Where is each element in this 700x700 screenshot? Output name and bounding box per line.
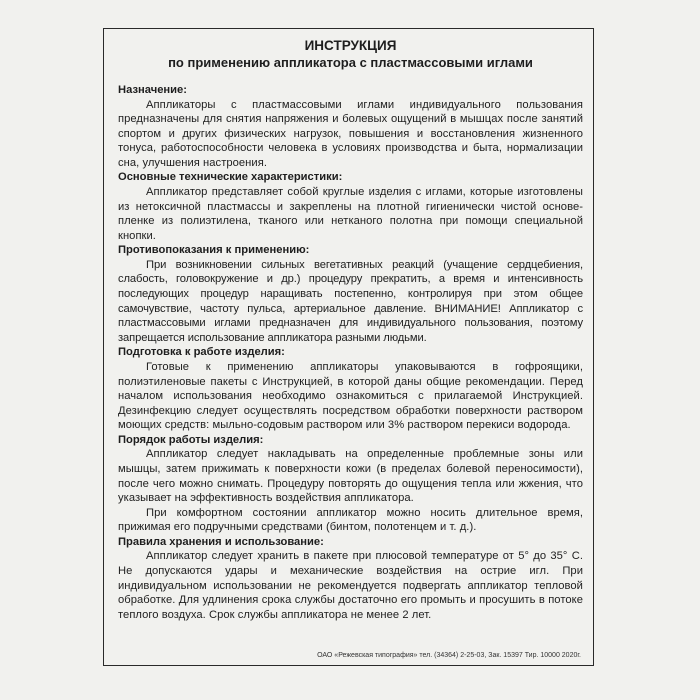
document-title: ИНСТРУКЦИЯ <box>304 38 397 53</box>
section-heading-preparation: Подготовка к работе изделия: <box>118 346 285 359</box>
section-heading-procedure: Порядок работы изделия: <box>118 433 264 446</box>
document-subtitle: по применению аппликатора с пластмассовыми иглами <box>168 55 533 70</box>
section-paragraph: Готовые к применению аппликаторы упаковываются в гофроящики, полиэтиленовые пакеты с Инструкцией, в которой даны общие рекомендации. Перед началом использования необходимо ознакомиться с прилагаемой Инструкцией. Дезинфекцию следует осуществлять посредством обработки поверхности раствором моющих средств: мыльно-содовым раствором или 3% раствором перекиси водорода. <box>118 360 583 432</box>
instruction-frame <box>103 28 594 666</box>
section-heading-storage: Правила хранения и использование: <box>118 535 324 548</box>
section-paragraph: При возникновении сильных вегетативных реакций (учащение сердцебиения, слабость, головокружение и др.) процедуру прекратить, а время и интенсивность последующих процедур наращивать постепенно, контролируя при этом общее самочувствие, частоту пульса, артериальное давление. ВНИМАНИЕ! Аппликатор с пластмассовыми иглами предназначен для индивидуального пользования, поэтому запрещается использование аппликатора разными людьми. <box>118 258 583 344</box>
printer-imprint: ОАО «Режевская типография» тел. (34364) 2-25-03, Зак. 15397 Тир. 10000 2020г. <box>317 652 581 659</box>
section-paragraph: Аппликатор следует накладывать на определенные проблемные зоны или мышцы, затем прижимать к поверхности кожи (в пределах болевой переносимости), после чего можно снимать. Процедуру повторять до ощущения тепла или жжения, что указывает на эффективность воздействия аппликатора. <box>118 448 583 505</box>
section-heading-contraindications: Противопоказания к применению: <box>118 244 310 257</box>
section-paragraph: Аппликаторы с пластмассовыми иглами индивидуального пользования предназначены для снятия напряжения и болевых ощущений в мышцах после занятий спортом и других физических нагрузок, повышения и восстановления жизненного тонуса, работоспособности человека в условиях производства и быта, нормализации сна, улучшения настроения. <box>118 98 583 169</box>
section-paragraph: Аппликатор представляет собой круглые изделия с иглами, которые изготовлены из нетоксичной пластмассы и закреплены на плотной гигиенически чистой основе-пленке из полиэтилена, тканого или нетканого полотна при помощи специальной кнопки. <box>118 185 583 242</box>
section-paragraph: Аппликатор следует хранить в пакете при плюсовой температуре от 5° до 35° С. Не допускаются удары и механические воздействия на острие игл. При индивидуальном использовании не рекомендуется подвергать аппликатор тепловой обработке. Для удлинения срока службы достаточно его промыть и просушить в потоке теплого воздуха. Срок службы аппликатора не менее 2 лет. <box>118 550 583 621</box>
section-heading-purpose: Назначение: <box>118 84 187 96</box>
section-paragraph: При комфортном состоянии аппликатор можно носить длительное время, прижимая его подручными средствами (бинтом, полотенцем и т. д.). <box>118 506 583 534</box>
section-heading-specs: Основные технические характеристики: <box>118 171 343 184</box>
